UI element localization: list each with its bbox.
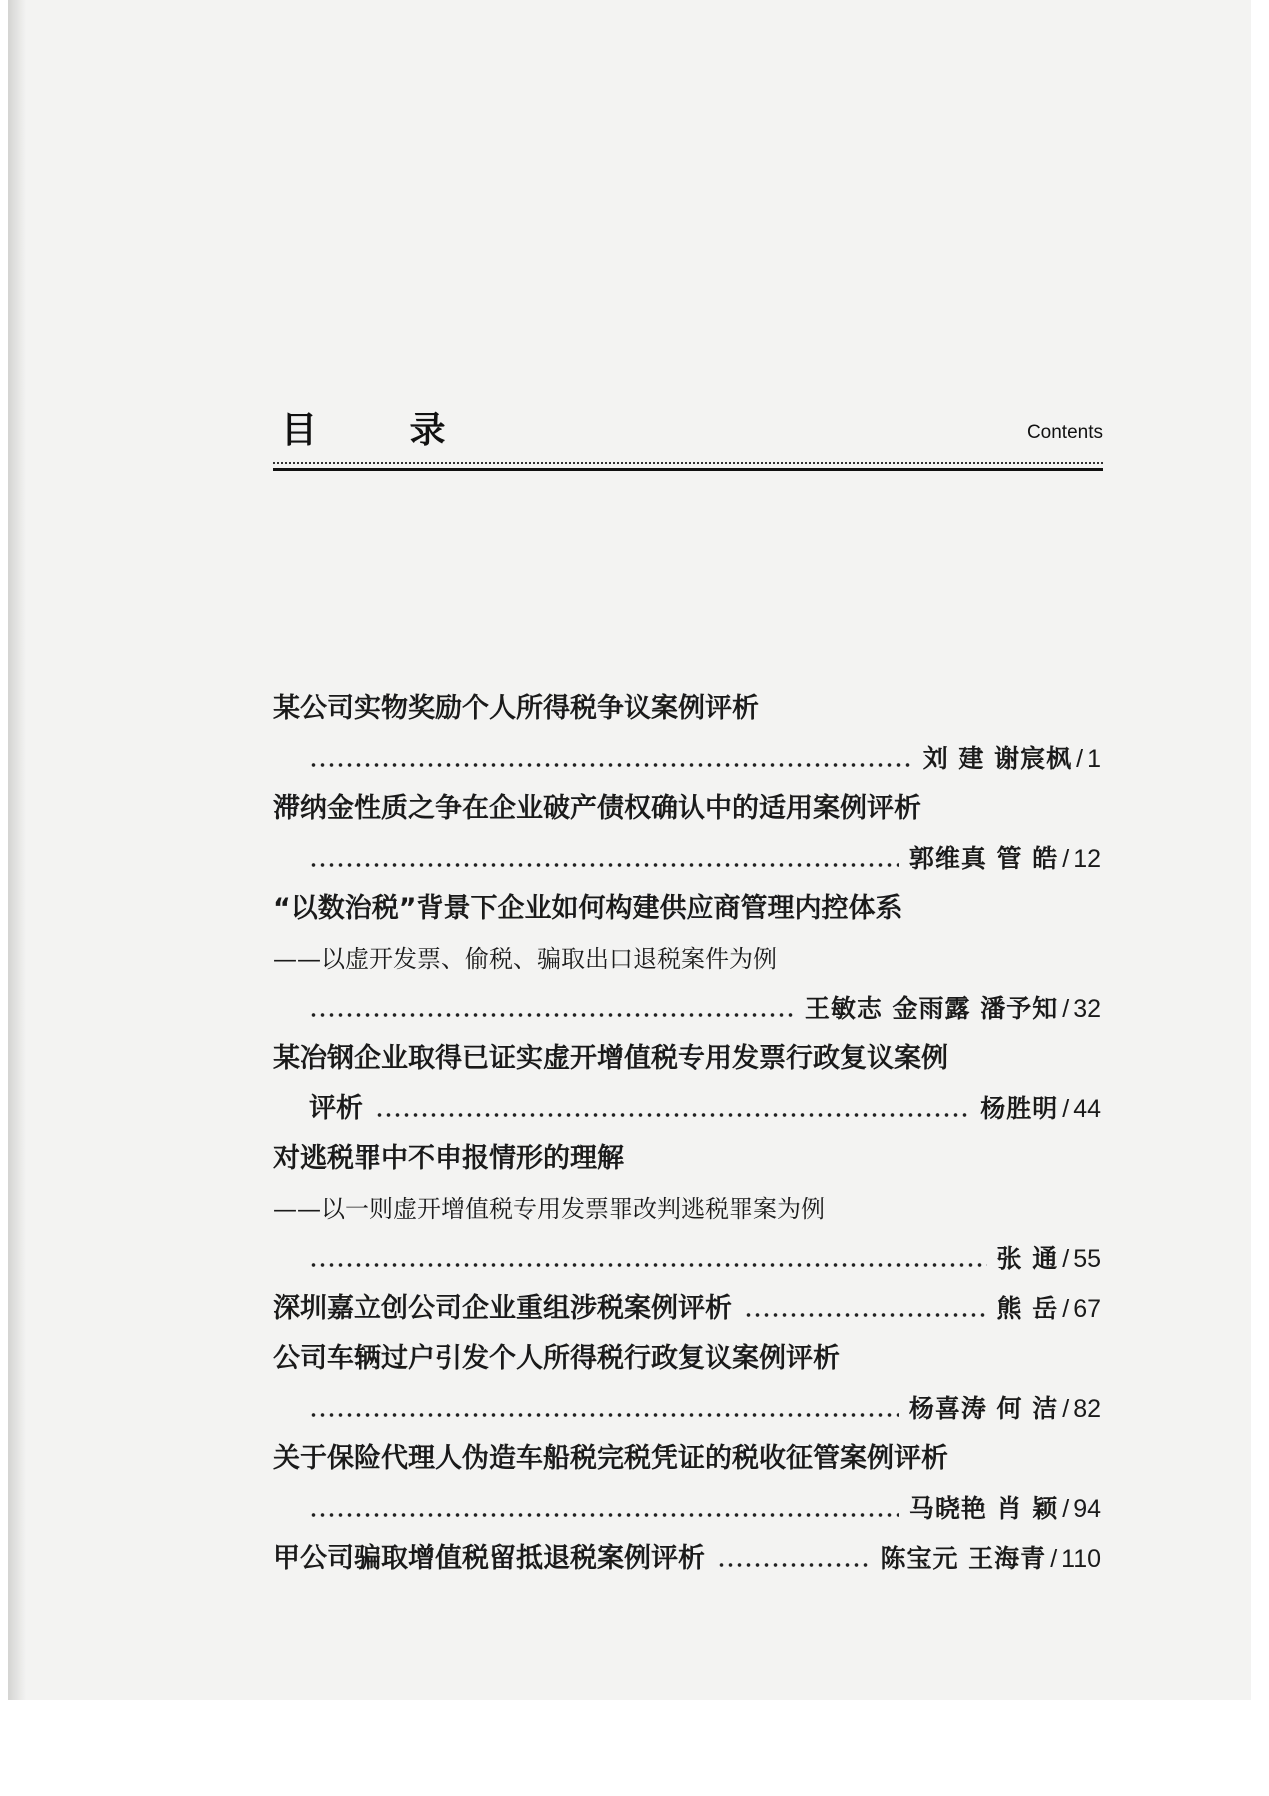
toc-entry[interactable]: [273, 884, 1101, 1034]
entry-page: 1: [1087, 745, 1101, 773]
entry-leader-row: [273, 1084, 1101, 1134]
toc-entry[interactable]: [273, 1434, 1101, 1534]
entry-authors: 王敏志 金雨露 潘予知: [804, 994, 1059, 1023]
entry-authors: 刘 建 谢宸枫: [922, 744, 1073, 773]
page-separator: /: [1050, 1545, 1058, 1573]
dot-leader: [717, 1563, 870, 1567]
entry-authors: 张 通: [996, 1244, 1059, 1273]
entry-page: 82: [1073, 1395, 1101, 1423]
entry-authors: 杨喜涛 何 洁: [908, 1394, 1059, 1423]
page-separator: /: [1062, 845, 1070, 873]
dot-leader: [309, 1513, 899, 1517]
entry-title: 甲公司骗取增值税留抵退税案例评析: [273, 1543, 705, 1574]
entry-leader-row: [273, 1234, 1101, 1284]
page-gutter-shadow: [8, 0, 26, 1700]
entry-title: 某冶钢企业取得已证实虚开增值税专用发票行政复议案例: [273, 1043, 948, 1074]
dot-leader: [309, 1263, 987, 1267]
entry-page: 32: [1073, 995, 1101, 1023]
dot-leader: [375, 1113, 970, 1117]
entry-page: 110: [1061, 1545, 1101, 1573]
toc-entry[interactable]: [273, 1284, 1101, 1334]
entry-authors: 熊 岳: [996, 1294, 1059, 1323]
entry-leader-row: [273, 834, 1101, 884]
dot-leader: [309, 1013, 795, 1017]
page-separator: /: [1062, 1095, 1070, 1123]
entry-authors: 郭维真 管 皓: [908, 844, 1059, 873]
entry-leader-row: [273, 734, 1101, 784]
page-bottom-margin: [8, 1700, 1251, 1796]
entry-leader-row: [273, 984, 1101, 1034]
entry-page: 44: [1073, 1095, 1101, 1123]
entry-page: 94: [1073, 1495, 1101, 1523]
toc-entry[interactable]: [273, 1534, 1101, 1584]
toc-list: [273, 684, 1101, 1584]
entry-subtitle: ——以一则虚开增值税专用发票罪改判逃税罪案为例: [273, 1195, 825, 1223]
toc-entry[interactable]: [273, 784, 1101, 884]
toc-entry[interactable]: [273, 1334, 1101, 1434]
toc-header: [273, 398, 1103, 468]
entry-title: 对逃税罪中不申报情形的理解: [273, 1143, 624, 1174]
entry-title: 滞纳金性质之争在企业破产债权确认中的适用案例评析: [273, 793, 921, 824]
entry-leader-row: [273, 1384, 1101, 1434]
entry-title: “以数治税”背景下企业如何构建供应商管理内控体系: [273, 893, 903, 924]
entry-title: 关于保险代理人伪造车船税完税凭证的税收征管案例评析: [273, 1443, 948, 1474]
page-separator: /: [1062, 1495, 1070, 1523]
entry-title-continuation: 评析: [309, 1093, 363, 1124]
entry-authors: 陈宝元 王海青: [880, 1544, 1047, 1573]
toc-header-rule: [273, 462, 1103, 471]
dot-leader: [309, 763, 913, 767]
toc-subtitle: Contents: [1026, 422, 1103, 443]
entry-title: 某公司实物奖励个人所得税争议案例评析: [273, 693, 759, 724]
dot-leader: [309, 863, 899, 867]
page-separator: /: [1062, 995, 1070, 1023]
toc-entry[interactable]: [273, 1034, 1101, 1134]
entry-authors: 杨胜明: [980, 1094, 1059, 1123]
entry-page: 12: [1073, 845, 1101, 873]
entry-page: 67: [1073, 1295, 1101, 1323]
entry-leader-row: [273, 1284, 1101, 1334]
entry-title: 深圳嘉立创公司企业重组涉税案例评析: [273, 1293, 732, 1324]
page-separator: /: [1062, 1295, 1070, 1323]
entry-leader-row: [273, 1484, 1101, 1534]
page-separator: /: [1076, 745, 1084, 773]
entry-page: 55: [1073, 1245, 1101, 1273]
page-separator: /: [1062, 1245, 1070, 1273]
entry-authors: 马晓艳 肖 颖: [908, 1494, 1059, 1523]
toc-entry[interactable]: [273, 1134, 1101, 1284]
entry-subtitle: ——以虚开发票、偷税、骗取出口退税案件为例: [273, 945, 777, 973]
entry-leader-row: [273, 1534, 1101, 1584]
toc-title: 目 录: [281, 410, 486, 451]
toc-entry[interactable]: [273, 684, 1101, 784]
entry-title: 公司车辆过户引发个人所得税行政复议案例评析: [273, 1343, 840, 1374]
dot-leader: [744, 1313, 987, 1317]
page-separator: /: [1062, 1395, 1070, 1423]
dot-leader: [309, 1413, 899, 1417]
